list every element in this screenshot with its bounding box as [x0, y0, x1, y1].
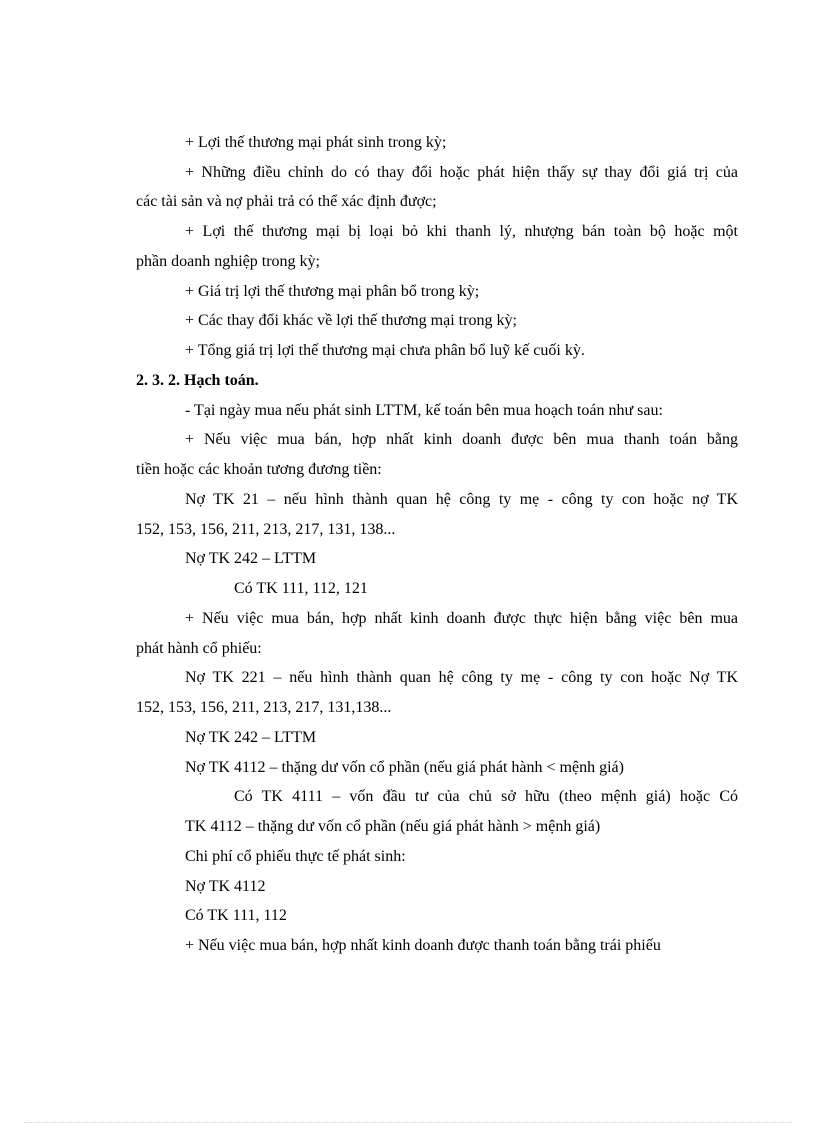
text-line: Có TK 111, 112 — [185, 907, 287, 924]
text-line: tiền hoặc các khoản tương đương tiền: — [136, 461, 382, 478]
text-line: phát hành cổ phiếu: — [136, 640, 262, 657]
text-line: Nợ TK 21 – nếu hình thành quan hệ công ty mẹ - công ty con hoặc nợ TK — [185, 491, 738, 508]
text-line: + Nếu việc mua bán, hợp nhất kinh doanh được thanh toán bằng trái phiếu — [185, 937, 661, 954]
text-line: + Lợi thế thương mại phát sinh trong kỳ; — [185, 134, 447, 151]
text-line: + Tổng giá trị lợi thế thương mại chưa phân bổ luỹ kế cuối kỳ. — [185, 342, 585, 359]
text-line: 152, 153, 156, 211, 213, 217, 131,138... — [136, 699, 392, 716]
text-line: Nợ TK 242 – LTTM — [185, 729, 317, 746]
text-line: + Những điều chỉnh do có thay đổi hoặc phát hiện thấy sự thay đổi giá trị của — [185, 164, 738, 181]
text-line: Nợ TK 221 – nếu hình thành quan hệ công ty mẹ - công ty con hoặc Nợ TK — [185, 669, 738, 686]
text-line: TK 4112 – thặng dư vốn cổ phần (nếu giá phát hành > mệnh giá) — [185, 818, 601, 835]
text-line: Nợ TK 242 – LTTM — [185, 550, 317, 567]
text-line: các tài sản và nợ phải trả có thể xác định được; — [136, 193, 437, 210]
text-line: Có TK 4111 – vốn đầu tư của chủ sở hữu (theo mệnh giá) hoặc Có — [234, 788, 738, 805]
text-line: + Lợi thế thương mại bị loại bỏ khi thanh lý, nhượng bán toàn bộ hoặc một — [185, 223, 738, 240]
section-heading: 2. 3. 2. Hạch toán. — [136, 372, 259, 389]
text-line: + Các thay đổi khác về lợi thế thương mại trong kỳ; — [185, 312, 517, 329]
text-line: Nợ TK 4112 — [185, 878, 266, 895]
text-line: phần doanh nghiệp trong kỳ; — [136, 253, 320, 270]
text-line: Chi phí cổ phiếu thực tế phát sinh: — [185, 848, 406, 865]
text-line: + Nếu việc mua bán, hợp nhất kinh doanh được thực hiện bằng việc bên mua — [185, 610, 738, 627]
text-line: 152, 153, 156, 211, 213, 217, 131, 138... — [136, 521, 396, 538]
text-line: + Nếu việc mua bán, hợp nhất kinh doanh được bên mua thanh toán bằng — [185, 431, 738, 448]
text-line: Có TK 111, 112, 121 — [234, 580, 368, 597]
text-line: - Tại ngày mua nếu phát sinh LTTM, kế toán bên mua hoạch toán như sau: — [185, 402, 663, 419]
text-line: + Giá trị lợi thế thương mại phân bổ trong kỳ; — [185, 283, 480, 300]
text-line: Nợ TK 4112 – thặng dư vốn cổ phần (nếu giá phát hành < mệnh giá) — [185, 759, 624, 776]
